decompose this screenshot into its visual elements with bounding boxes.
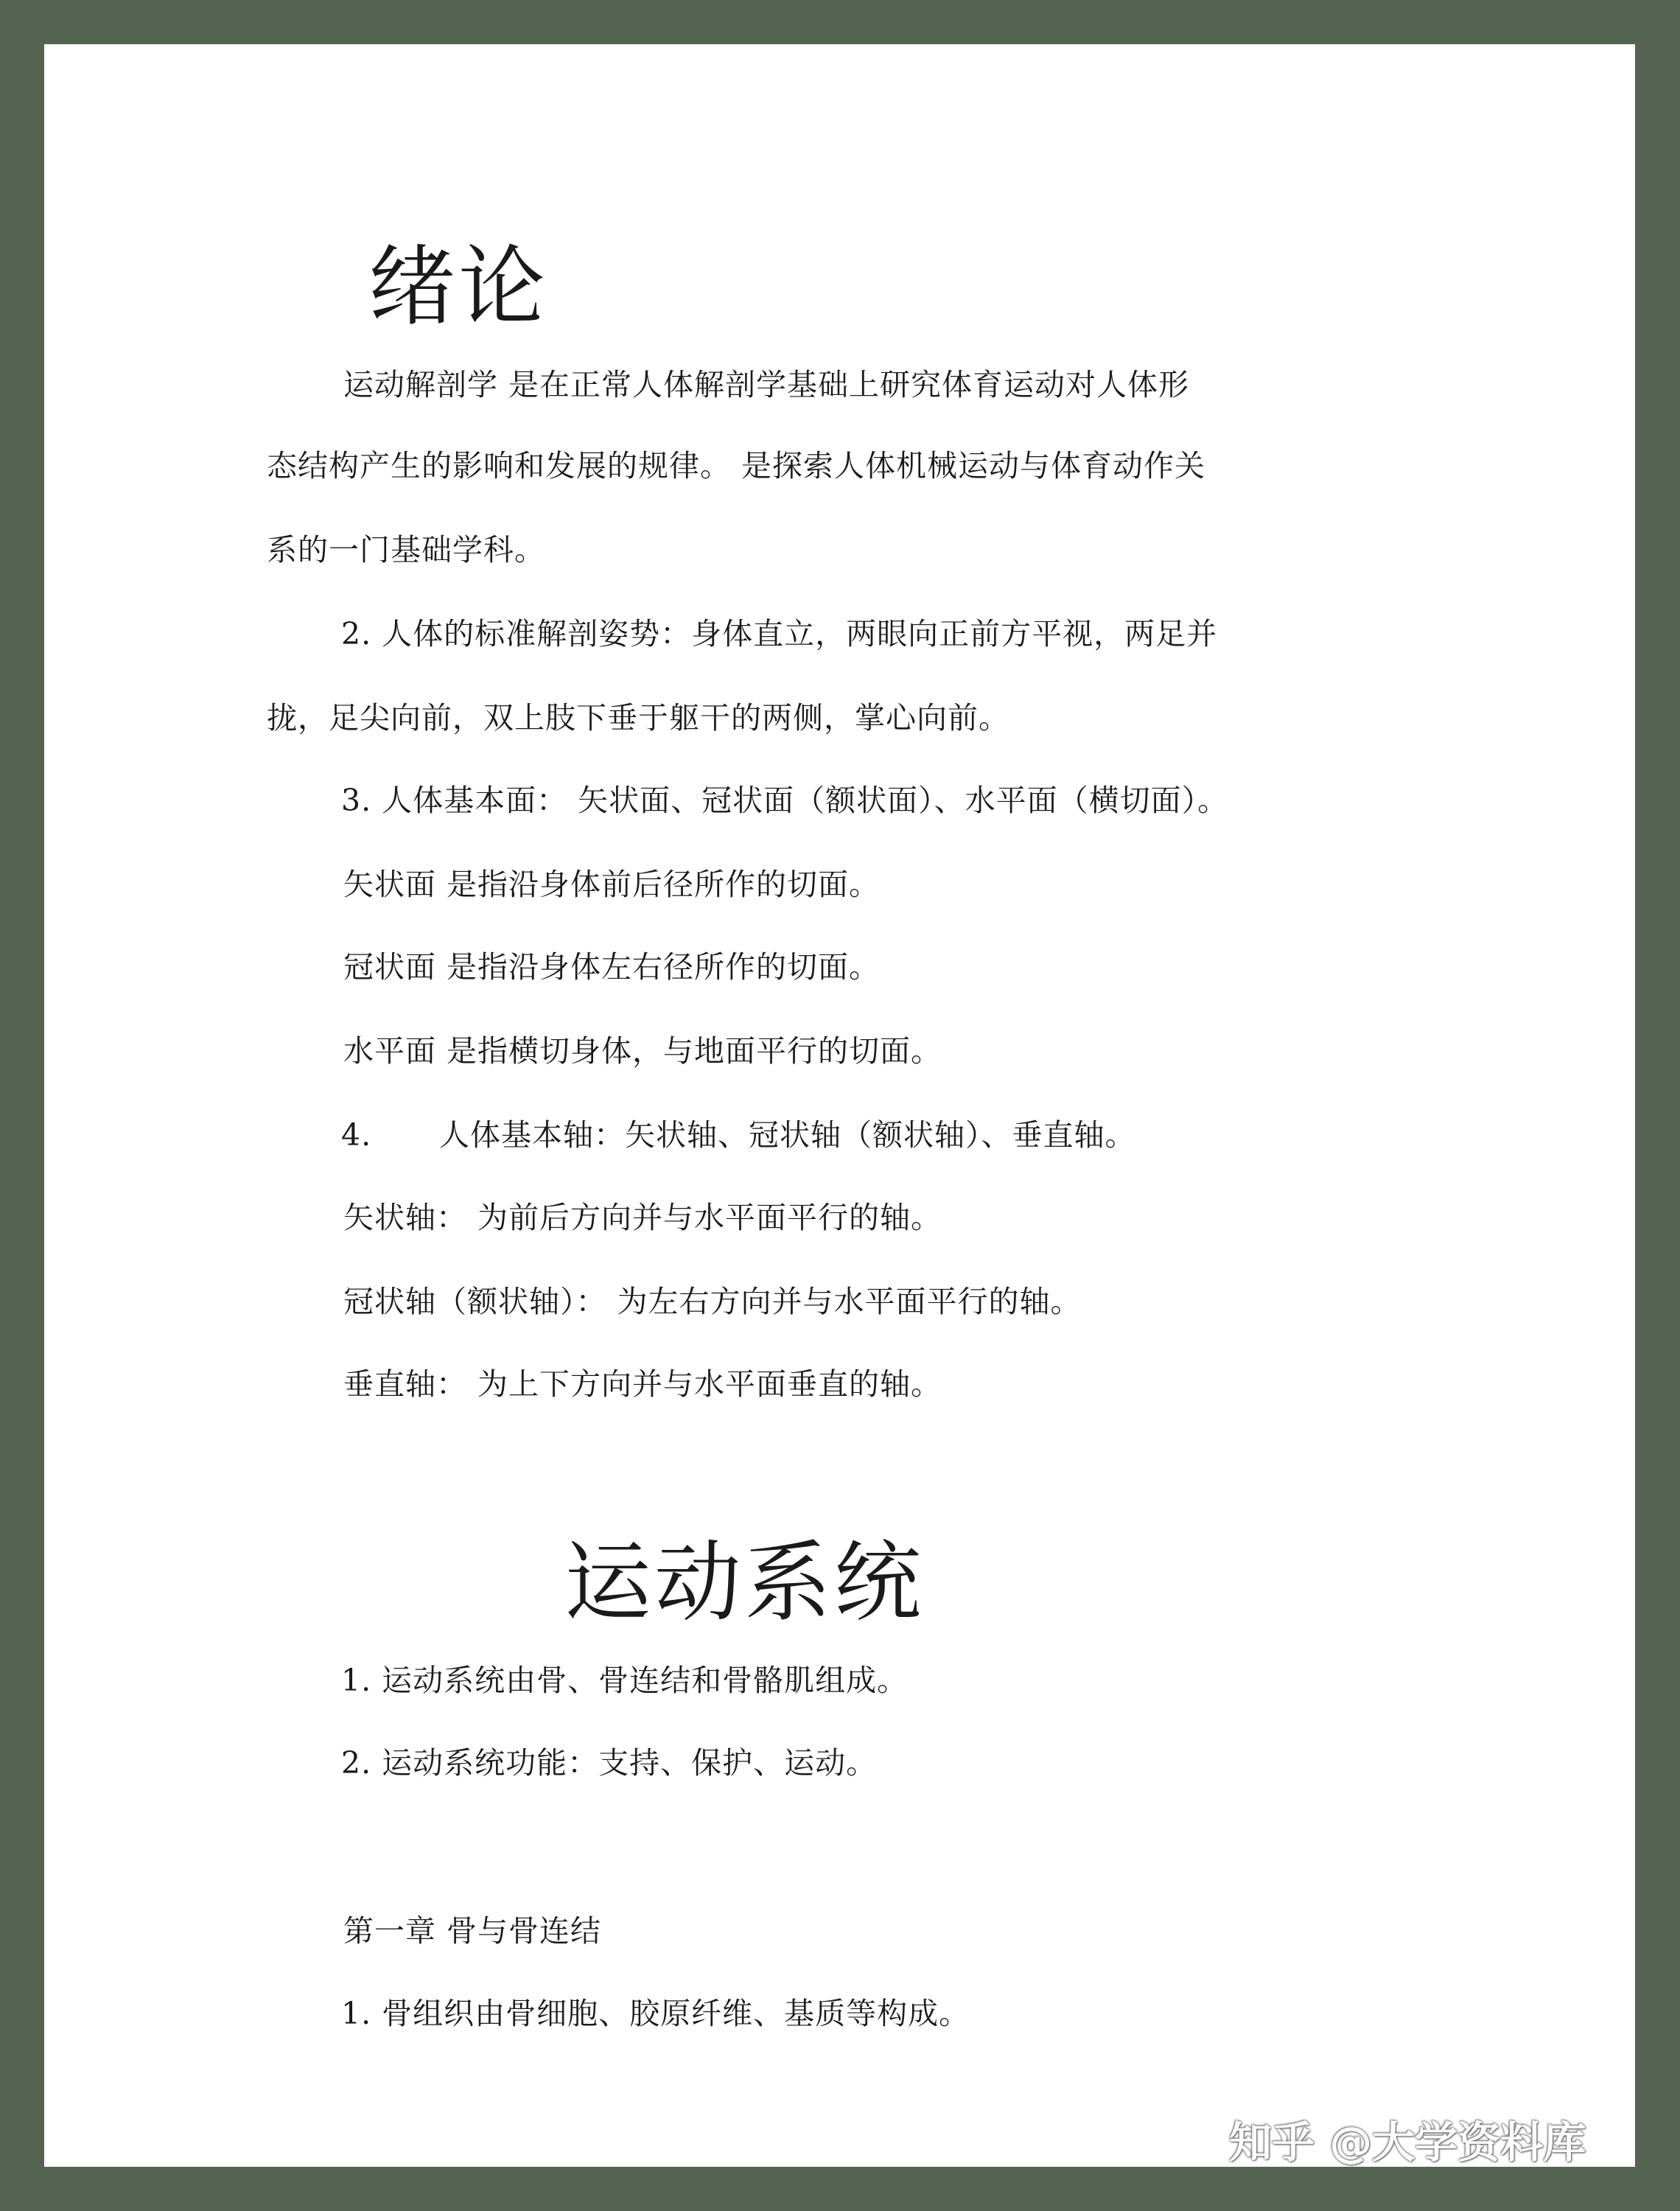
document-page: [44, 44, 1635, 2167]
intro-line-1: 运动解剖学 是在正常人体解剖学基础上研究体育运动对人体形: [343, 367, 1190, 402]
coronal-plane-line: 冠状面 是指沿身体左右径所作的切面。: [343, 949, 881, 985]
sagittal-axis-line: 矢状轴： 为前后方向并与水平面平行的轴。: [343, 1200, 942, 1235]
section2-item-1: 1. 运动系统由骨、骨连结和骨骼肌组成。: [341, 1663, 909, 1698]
intro-line-3: 系的一门基础学科。: [267, 532, 545, 567]
title-motor-system: 运动系统: [564, 1531, 925, 1633]
item2-line-1: 2. 人体的标准解剖姿势：身体直立，两眼向正前方平视，两足并: [341, 616, 1218, 652]
item4-line: 人体基本轴：矢状轴、冠状轴（额状轴）、垂直轴。: [439, 1117, 1136, 1153]
intro-line-2: 态结构产生的影响和发展的规律。 是探索人体机械运动与体育动作关: [267, 448, 1206, 483]
chapter1-title: 第一章 骨与骨连结: [343, 1913, 602, 1949]
title-xulun: 绪论: [368, 236, 549, 338]
section2-item-2: 2. 运动系统功能：支持、保护、运动。: [341, 1745, 878, 1781]
chapter1-item-1: 1. 骨组织由骨细胞、胶原纤维、基质等构成。: [341, 1996, 970, 2031]
item3-line-1: 3. 人体基本面： 矢状面、冠状面（额状面）、水平面（横切面）。: [341, 783, 1229, 818]
item4-number: 4.: [341, 1117, 372, 1153]
sagittal-plane-line: 矢状面 是指沿身体前后径所作的切面。: [343, 867, 881, 902]
watermark: 知乎 @大学资料库: [1229, 2117, 1586, 2168]
horizontal-plane-line: 水平面 是指横切身体，与地面平行的切面。: [343, 1033, 942, 1069]
item2-line-2: 拢，足尖向前，双上肢下垂于躯干的两侧，掌心向前。: [267, 700, 1009, 736]
coronal-axis-line: 冠状轴（额状轴）： 为左右方向并与水平面平行的轴。: [343, 1284, 1082, 1319]
vertical-axis-line: 垂直轴： 为上下方向并与水平面垂直的轴。: [343, 1366, 942, 1402]
